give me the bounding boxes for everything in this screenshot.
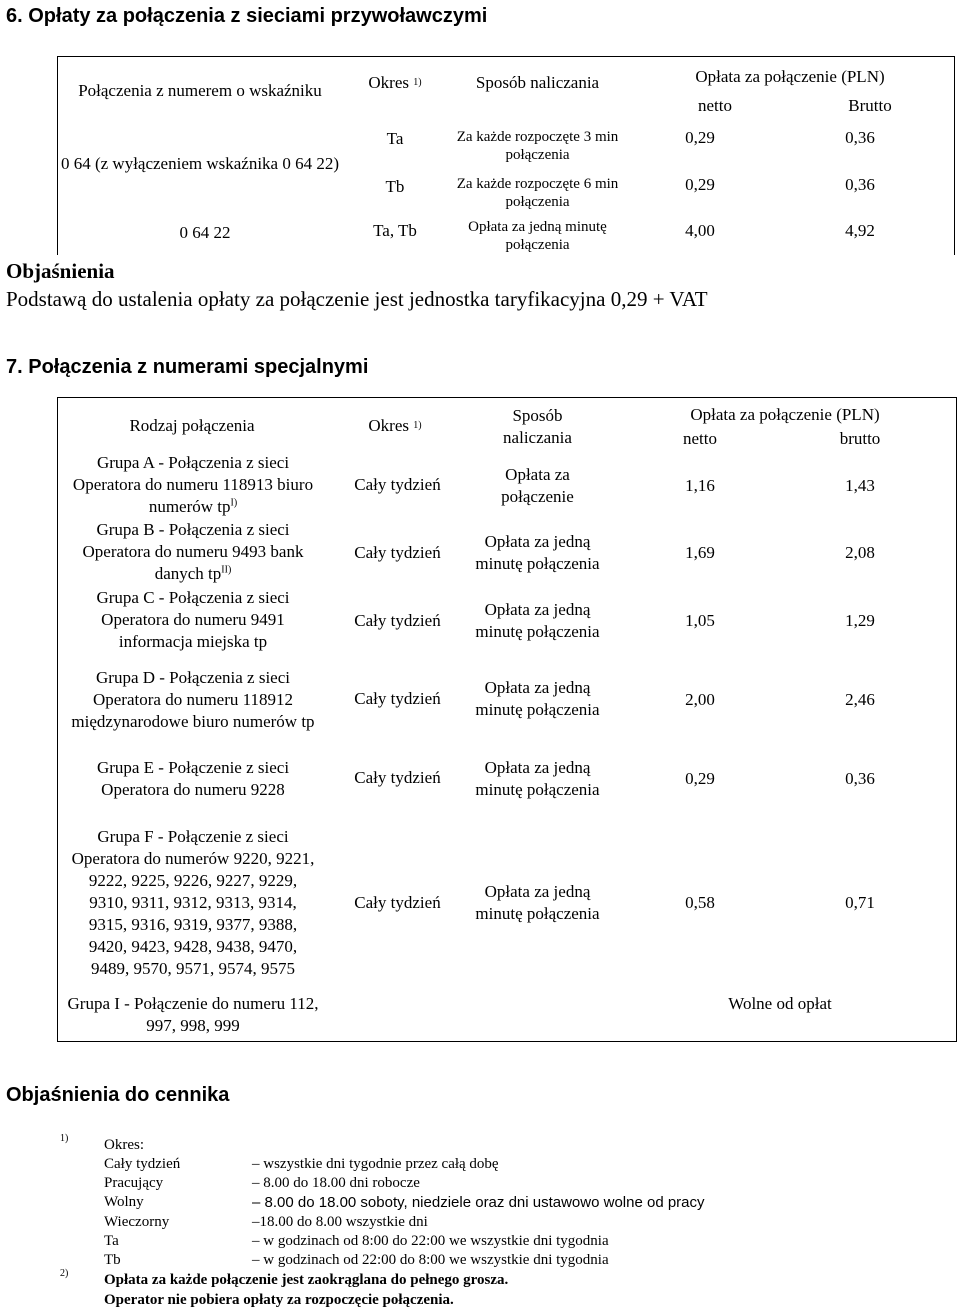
note-2-mark: 2): [60, 1268, 69, 1279]
table7-header-fee: Opłata za połączenie (PLN): [690, 405, 880, 424]
table7-row-b-type-sup: II): [221, 564, 232, 576]
section-6-title: 6. Opłaty za połączenia z sieciami przywoławczymi: [6, 5, 488, 27]
table7-row-c-brutto: 1,29: [845, 611, 875, 630]
note-item-label: Wieczorny: [104, 1214, 170, 1230]
table6-row2-netto: 0,29: [685, 175, 715, 194]
table6-row3-method: Opłata za jedną minutę połączenia: [468, 219, 607, 253]
table7-row-c-netto: 1,05: [685, 611, 715, 630]
note-item-label: Tb: [104, 1252, 121, 1268]
table7-row-f-period: Cały tydzień: [354, 893, 441, 912]
table7-header-brutto: brutto: [839, 429, 881, 448]
note-item-desc: – 8.00 do 18.00 soboty, niedziele oraz dni ustawowo wolne od pracy: [252, 1194, 705, 1211]
table6-header-netto: netto: [698, 96, 732, 115]
price-notes-heading: Objaśnienia do cennika: [6, 1084, 230, 1106]
table7-row-a-netto: 1,16: [685, 476, 715, 495]
table7-row-e-type: Grupa E - Połączenie z sieci Operatora do numeru 9228: [96, 758, 290, 799]
table7-row-a-brutto: 1,43: [845, 476, 875, 495]
table7-header-netto: netto: [683, 429, 717, 448]
table6-row1-netto: 0,29: [685, 128, 715, 147]
table7-header-type: Rodzaj połączenia: [129, 416, 255, 435]
note-item-desc: – w godzinach od 8:00 do 22:00 we wszystkie dni tygodnia: [252, 1233, 609, 1249]
table6-row2-period: Tb: [385, 177, 405, 196]
note-item-label: Cały tydzień: [104, 1156, 181, 1172]
table7-header-period-text: Okres: [368, 416, 409, 435]
note-2-line-1: Opłata za każde połączenie jest zaokrąglana do pełnego grosza.: [104, 1272, 509, 1288]
table7-row-a-type-text: Grupa A - Połączenia z sieci Operatora do numeru 118913 biuro numerów tp: [72, 453, 314, 516]
table7-row-e-period: Cały tydzień: [354, 768, 441, 787]
table7-row-b-period: Cały tydzień: [354, 543, 441, 562]
table7-header-method: Sposób naliczania: [503, 406, 572, 447]
table6-row1-period: Ta: [386, 129, 404, 148]
table7-row-i-free: Wolne od opłat: [728, 994, 832, 1013]
table7-row-d-period: Cały tydzień: [354, 689, 441, 708]
table7-row-f-brutto: 0,71: [845, 893, 875, 912]
table6-row1-brutto: 0,36: [845, 128, 875, 147]
table6-row1-method: Za każde rozpoczęte 3 min połączenia: [456, 129, 619, 163]
table6-row2-brutto: 0,36: [845, 175, 875, 194]
note-item-desc: – 8.00 do 18.00 dni robocze: [252, 1175, 420, 1191]
table6-row3-brutto: 4,92: [845, 221, 875, 240]
table7-row-c-method: Opłata za jedną minutę połączenia: [475, 600, 600, 641]
table7-row-a-type: [66, 452, 320, 518]
table7-row-i-type: Grupa I - Połączenie do numeru 112, 997, 998, 999: [67, 994, 319, 1035]
table6-header-brutto: Brutto: [848, 96, 892, 115]
table6-header-fee: Opłata za połączenie (PLN): [695, 67, 885, 86]
note-1-mark: 1): [60, 1133, 69, 1144]
table7-row-a-type-sup: I): [230, 497, 238, 509]
table7-row-e-brutto: 0,36: [845, 769, 875, 788]
table7-row-b-brutto: 2,08: [845, 543, 875, 562]
table7-row-b-method: Opłata za jedną minutę połączenia: [475, 532, 600, 573]
table6-header-period: Okres 1): [368, 73, 422, 92]
table7-row-b-netto: 1,69: [685, 543, 715, 562]
table6-header-period-text: Okres: [368, 73, 409, 92]
note-item-desc: – wszystkie dni tygodnie przez całą dobę: [252, 1156, 499, 1172]
table7-row-c-period: Cały tydzień: [354, 611, 441, 630]
table7-header-period: Okres 1): [368, 416, 422, 435]
table6-header-method: Sposób naliczania: [475, 73, 600, 92]
table7-row-e-method: Opłata za jedną minutę połączenia: [475, 758, 600, 799]
table7-row-d-netto: 2,00: [685, 690, 715, 709]
note-item-desc: – w godzinach od 22:00 do 8:00 we wszystkie dni tygodnia: [252, 1252, 609, 1268]
table7-row-f-type: Grupa F - Połączenie z sieci Operatora do numerów 9220, 9221, 9222, 9225, 9226, 9227, 9229, 9310, 9311, 9312, 9313, 9314, 9315, 9316, 9319, 9377, 9388, 9420, 9423, 9428, 9438, 9470, 9489, 9570, 9571, 9574, 9575: [71, 827, 315, 978]
table7-row-d-method: Opłata za jedną minutę połączenia: [475, 678, 600, 719]
note-okres-label: Okres:: [104, 1137, 144, 1153]
table7-row-f-netto: 0,58: [685, 893, 715, 912]
note-item-desc: –18.00 do 8.00 wszystkie dni: [252, 1214, 428, 1230]
section-6-notes-text: Podstawą do ustalenia opłaty za połączenie jest jednostka taryfikacyjna 0,29 + VAT: [6, 287, 708, 311]
section-6-notes-heading: Objaśnienia: [6, 259, 115, 283]
table7-row-d-brutto: 2,46: [845, 690, 875, 709]
table6-row3-prefix: 0 64 22: [179, 223, 231, 242]
note-2-line-2: Operator nie pobiera opłaty za rozpoczęcie połączenia.: [104, 1292, 454, 1308]
table7-row-d-type: Grupa D - Połączenia z sieci Operatora do numeru 118912 międzynarodowe biuro numerów tp: [71, 668, 315, 731]
table7-row-e-netto: 0,29: [685, 769, 715, 788]
table7-row-a-method: Opłata za połączenie: [501, 465, 574, 506]
table7-row-f-method: Opłata za jedną minutę połączenia: [475, 882, 600, 923]
table7-row-b-type: [66, 519, 320, 585]
table6-header-prefix: Połączenia z numerem o wskaźniku: [78, 81, 322, 100]
table6-row3-period: Ta, Tb: [373, 221, 417, 240]
note-item-label: Wolny: [104, 1194, 144, 1210]
note-item-label: Pracujący: [104, 1175, 164, 1191]
note-item-label: Ta: [104, 1233, 119, 1249]
table6-row2-method: Za każde rozpoczęte 6 min połączenia: [456, 176, 619, 210]
table6-group-prefix: 0 64 (z wyłączeniem wskaźnika 0 64 22): [60, 154, 340, 173]
table7-row-a-period: Cały tydzień: [354, 475, 441, 494]
table7-row-c-type: Grupa C - Połączenia z sieci Operatora do numeru 9491 informacja miejska tp: [96, 588, 290, 651]
table7-row-b-type-text: Grupa B - Połączenia z sieci Operatora do numeru 9493 bank danych tp: [82, 520, 304, 583]
table6-row3-netto: 4,00: [685, 221, 715, 240]
section-7-title: 7. Połączenia z numerami specjalnymi: [6, 356, 369, 378]
